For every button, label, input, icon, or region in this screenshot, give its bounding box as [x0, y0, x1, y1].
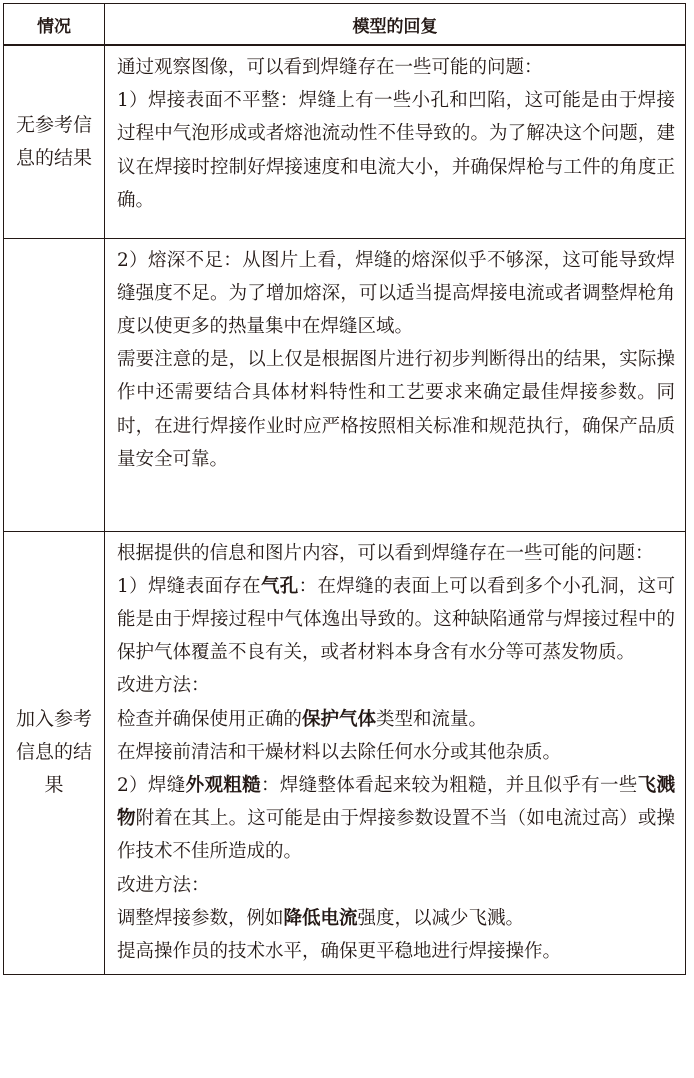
paragraph [117, 902, 675, 935]
case-cell: 无参考信息的结果 [4, 45, 105, 238]
response-cell [105, 531, 686, 975]
text-run: 2）焊缝 [117, 774, 186, 796]
response-cell [105, 45, 686, 238]
text-run: 提高操作员的技术水平，确保更平稳地进行焊接操作。 [117, 940, 562, 962]
text-run: 1）焊缝表面存在 [117, 575, 261, 597]
text-run: 强度，以减少飞溅。 [357, 907, 525, 929]
case-cell [4, 238, 105, 531]
table-row [4, 531, 686, 975]
table-row [4, 45, 686, 238]
paragraph [117, 51, 675, 84]
paragraph [117, 769, 675, 869]
bold-term: 气孔 [260, 575, 299, 597]
text-run: 类型和流量。 [376, 708, 488, 730]
text-run: 调整焊接参数，例如 [117, 907, 284, 929]
paragraph [117, 84, 675, 217]
paragraph [117, 869, 675, 902]
response-cell [105, 238, 686, 531]
header-response: 模型的回复 [105, 4, 686, 46]
paragraph [117, 343, 675, 476]
text-run: 通过观察图像，可以看到焊缝存在一些可能的问题： [117, 57, 543, 78]
text-run: 根据提供的信息和图片内容，可以看到焊缝存在一些可能的问题： [117, 542, 654, 564]
case-cell: 加入参考信息的结果 [4, 531, 105, 975]
text-run: 1）焊接表面不平整：焊缝上有一些小孔和凹陷，这可能是由于焊接过程中气泡形成或者熔池流动性不佳导致的。为了解决这个问题，建议在焊接时控制好焊接速度和电流大小，并确保焊枪与工件的角度正确。 [117, 90, 675, 211]
paragraph [117, 244, 675, 344]
text-run: 附着在其上。这可能是由于焊接参数设置不当（如电流过高）或操作技术不佳所造成的。 [117, 808, 675, 863]
text-run: 改进方法： [117, 675, 210, 697]
bold-term: 飞溅物 [117, 774, 675, 830]
text-run: 在焊接前清洁和干燥材料以去除任何水分或其他杂质。 [117, 741, 562, 763]
text-run: ：焊缝整体看起来较为粗糙，并且似乎有一些 [260, 774, 638, 796]
paragraph [117, 570, 675, 670]
paragraph [117, 669, 675, 702]
paragraph [117, 736, 675, 769]
paragraph [117, 935, 675, 968]
text-run: ：在焊缝的表面上可以看到多个小孔洞，这可能是由于焊接过程中气体逸出导致的。这种缺陷通常与焊接过程中的保护气体覆盖不良有关，或者材料本身含有水分等可蒸发物质。 [117, 575, 675, 664]
text-run: 需要注意的是，以上仅是根据图片进行初步判断得出的结果，实际操作中还需要结合具体材料特性和工艺要求来确定最佳焊接参数。同时，在进行焊接作业时应严格按照相关标准和规范执行，确保产品质量安全可靠。 [117, 349, 675, 470]
table-row [4, 238, 686, 531]
bold-term: 降低电流 [283, 907, 358, 929]
text-run: 2）熔深不足：从图片上看，焊缝的熔深似乎不够深，这可能导致焊缝强度不足。为了增加熔深，可以适当提高焊接电流或者调整焊枪角度以使更多的热量集中在焊缝区域。 [117, 249, 675, 337]
paragraph [117, 537, 675, 570]
text-run: 检查并确保使用正确的 [117, 708, 303, 730]
table-header-row [4, 4, 686, 46]
paragraph [117, 703, 675, 736]
text-run: 改进方法： [117, 874, 210, 896]
comparison-table [3, 3, 686, 975]
bold-term: 保护气体 [302, 708, 377, 730]
bold-term: 外观粗糙 [185, 774, 261, 796]
header-case: 情况 [4, 4, 105, 46]
